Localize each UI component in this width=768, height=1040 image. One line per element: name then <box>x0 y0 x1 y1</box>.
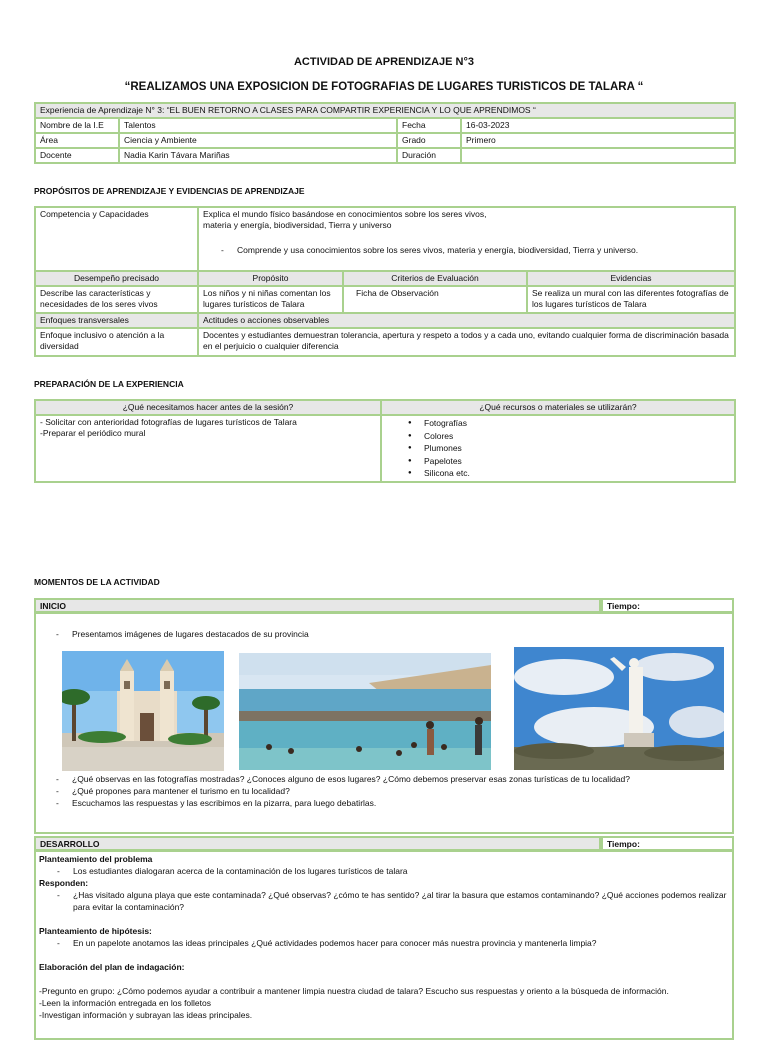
responden-text: - ¿Has visitado alguna playa que este contaminada? ¿Qué observas? ¿cómo te has sentido? ¿al tirar la basura que estamos contaminando? ¿Qué acciones podemos realizar para evitar la contaminación? <box>39 889 729 913</box>
col-proposito: Propósito <box>198 271 343 286</box>
preparacion-table <box>34 399 736 483</box>
inicio-pregunta: - ¿Qué propones para mantener el turismo en tu localidad? <box>38 785 728 797</box>
antes-item: -Preparar el periódico mural <box>40 428 146 438</box>
statue-illustration <box>514 647 724 770</box>
actitud-value: Docentes y estudiantes demuestran tolerancia, apertura y respeto a todos y a cada uno, evitando cualquier forma de discriminación basada en el perjuicio o cualquier diferencia <box>198 328 735 356</box>
inicio-preguntas-list <box>38 773 728 809</box>
church-illustration <box>62 651 224 771</box>
competencia-cell <box>198 207 735 271</box>
q-recursos: ¿Qué recursos o materiales se utilizarán? <box>381 400 735 415</box>
duracion-label: Duración <box>397 148 461 163</box>
nombre-value: Talentos <box>119 118 397 133</box>
recurso-item: ● Papelotes <box>386 455 730 468</box>
beach-illustration <box>239 653 491 770</box>
recurso-item: ● Fotografías <box>386 417 730 430</box>
docente-value: Nadia Karin Távara Mariñas <box>119 148 397 163</box>
inicio-intro: - Presentamos imágenes de lugares destacados de su provincia <box>38 628 718 640</box>
antes-item: - Solicitar con anterioridad fotografías de lugares turísticos de Talara <box>40 417 297 427</box>
grado-value: Primero <box>461 133 735 148</box>
area-label: Área <box>35 133 119 148</box>
plan-line: -Leen la información entregada en los folletos <box>39 998 211 1008</box>
q-antes: ¿Qué necesitamos hacer antes de la sesión? <box>35 400 381 415</box>
photo-church-plaza <box>62 651 224 771</box>
col-desempeno: Desempeño precisado <box>35 271 198 286</box>
evidencias-value: Se realiza un mural con las diferentes fotografías de los lugares turísticos de Talara <box>527 286 735 313</box>
criterios-value: Ficha de Observación <box>343 286 527 313</box>
nombre-label: Nombre de la I.E <box>35 118 119 133</box>
hipotesis-list <box>39 937 729 949</box>
antes-cell <box>35 415 381 482</box>
competencia-text-2: materia y energía, biodiversidad, Tierra y universo <box>203 220 392 230</box>
inicio-pregunta: - Escuchamos las respuestas y las escribimos en la pizarra, para luego debatirlas. <box>38 797 728 809</box>
enfoque-value: Enfoque inclusivo o atención a la diversidad <box>35 328 198 356</box>
grado-label: Grado <box>397 133 461 148</box>
momentos-heading: MOMENTOS DE LA ACTIVIDAD <box>34 577 160 587</box>
enfoques-label: Enfoques transversales <box>35 313 198 328</box>
inicio-label: INICIO <box>34 598 601 613</box>
recurso-item: ● Plumones <box>386 442 730 455</box>
desarrollo-content <box>39 853 729 1021</box>
recursos-cell <box>381 415 735 482</box>
competencia-text-1: Explica el mundo físico basándose en conocimientos sobre los seres vivos, <box>203 209 487 219</box>
plan-line: -Investigan información y subrayan las ideas principales. <box>39 1010 253 1020</box>
hipotesis-title: Planteamiento de hipótesis: <box>39 926 152 936</box>
inicio-intro-list <box>38 628 718 640</box>
recurso-item: ● Colores <box>386 430 730 443</box>
photo-statue <box>514 647 724 770</box>
col-evidencias: Evidencias <box>527 271 735 286</box>
preparacion-heading: PREPARACIÓN DE LA EXPERIENCIA <box>34 379 184 389</box>
activity-number-title: ACTIVIDAD DE APRENDIZAJE N°3 <box>293 56 474 68</box>
fecha-value: 16-03-2023 <box>461 118 735 133</box>
problema-text: - Los estudiantes dialogaran acerca de la contaminación de los lugares turísticos de talara <box>39 865 729 877</box>
inicio-tiempo: Tiempo: <box>601 598 734 613</box>
recursos-list <box>386 417 730 480</box>
col-criterios: Criterios de Evaluación <box>343 271 527 286</box>
area-value: Ciencia y Ambiente <box>119 133 397 148</box>
responden-label: Responden: <box>39 878 89 888</box>
actitudes-label: Actitudes o acciones observables <box>198 313 735 328</box>
propositos-heading: PROPÓSITOS DE APRENDIZAJE Y EVIDENCIAS DE APRENDIZAJE <box>34 186 305 196</box>
recurso-item: ● Silicona etc. <box>386 467 730 480</box>
hipotesis-text: - En un papelote anotamos las ideas principales ¿Qué actividades podemos hacer para conocer más nuestra provincia y mantenerla limpia? <box>39 937 729 949</box>
responden-list <box>39 889 729 913</box>
desarrollo-label: DESARROLLO <box>34 836 601 851</box>
plan-line: -Pregunto en grupo: ¿Cómo podemos ayudar a contribuir a mantener limpia nuestra ciudad de talara? Escucho sus respuestas y oriento a la búsqueda de información. <box>39 986 669 996</box>
docente-label: Docente <box>35 148 119 163</box>
capacidades-list <box>203 245 730 256</box>
fecha-label: Fecha <box>397 118 461 133</box>
info-table <box>34 102 736 164</box>
capacidad-item: - Comprende y usa conocimientos sobre los seres vivos, materia y energía, biodiversidad, Tierra y universo. <box>203 245 730 256</box>
duracion-value <box>461 148 735 163</box>
propositos-table <box>34 206 736 357</box>
inicio-pregunta: - ¿Qué observas en las fotografías mostradas? ¿Conoces alguno de esos lugares? ¿Cómo debemos preservar esas zonas turísticas de tu localidad? <box>38 773 728 785</box>
problema-list <box>39 865 729 877</box>
proposito-value: Los niños y ni niñas comentan los lugares turísticos de Talara <box>198 286 343 313</box>
desarrollo-tiempo: Tiempo: <box>601 836 734 851</box>
activity-main-title: “REALIZAMOS UNA EXPOSICION DE FOTOGRAFIAS DE LUGARES TURISTICOS DE TALARA “ <box>124 81 644 93</box>
problema-title: Planteamiento del problema <box>39 854 153 864</box>
experiencia-cell: Experiencia de Aprendizaje N° 3: “EL BUEN RETORNO A CLASES PARA COMPARTIR EXPERIENCIA Y LO QUE APRENDIMOS “ <box>35 103 735 118</box>
desempeno-value: Describe las características y necesidades de los seres vivos <box>35 286 198 313</box>
plan-title: Elaboración del plan de indagación: <box>39 962 185 972</box>
competencia-label: Competencia y Capacidades <box>35 207 198 271</box>
photo-beach <box>239 653 491 770</box>
